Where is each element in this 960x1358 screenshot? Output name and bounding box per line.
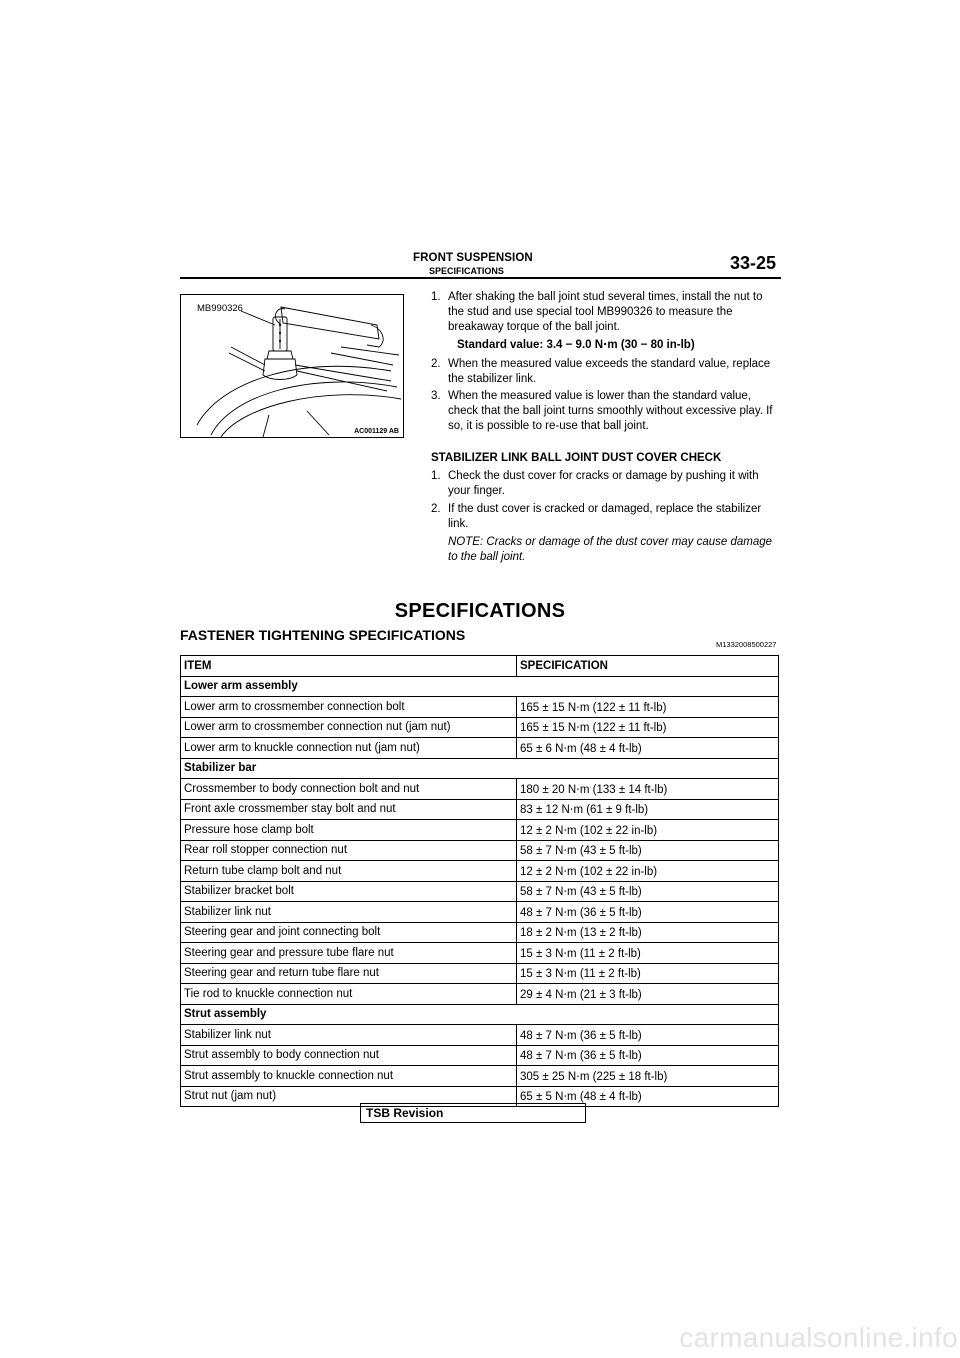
table-row — [181, 820, 779, 841]
column-header-item: ITEM — [181, 656, 517, 677]
table-row — [181, 1025, 779, 1046]
specification-cell: 15 ± 3 N⋅m (11 ± 2 ft-lb) — [517, 943, 779, 964]
table-row — [181, 984, 779, 1005]
specification-cell: 48 ± 7 N⋅m (36 ± 5 ft-lb) — [517, 902, 779, 923]
item-cell: Lower arm to crossmember connection nut (jam nut) — [181, 717, 517, 738]
specification-cell: 305 ± 25 N⋅m (225 ± 18 ft-lb) — [517, 1066, 779, 1087]
table-row — [181, 799, 779, 820]
step-number: 1. — [431, 291, 441, 303]
item-cell: Stabilizer link nut — [181, 902, 517, 923]
table-row — [181, 881, 779, 902]
dust-cover-check-heading: STABILIZER LINK BALL JOINT DUST COVER CHECK — [431, 452, 722, 464]
watermark: carmanualsonline.info — [679, 1322, 958, 1353]
table-row — [181, 861, 779, 882]
specification-cell: 65 ± 6 N⋅m (48 ± 4 ft-lb) — [517, 738, 779, 759]
table-row — [181, 963, 779, 984]
table-row — [181, 697, 779, 718]
item-cell: Stabilizer link nut — [181, 1025, 517, 1046]
section-title: FRONT SUSPENSION — [413, 252, 533, 264]
table-row — [181, 1045, 779, 1066]
figure-code: AC001129 AB — [354, 428, 399, 435]
step-number: 2. — [431, 358, 441, 370]
specification-cell: 58 ± 7 N⋅m (43 ± 5 ft-lb) — [517, 840, 779, 861]
step-number: 1. — [431, 470, 441, 482]
specification-cell: 48 ± 7 N⋅m (36 ± 5 ft-lb) — [517, 1045, 779, 1066]
special-tool-drawing — [181, 295, 404, 438]
step-text: When the measured value is lower than the standard value, check that the ball joint turns smoothly without excessive play. If so, it is possible to re-use that ball joint. — [448, 390, 773, 432]
table-row — [181, 922, 779, 943]
step-text: Check the dust cover for cracks or damage by pushing it with your finger. — [448, 470, 759, 497]
group-label: Lower arm assembly — [181, 676, 779, 697]
table-row — [181, 1066, 779, 1087]
item-cell: Steering gear and return tube flare nut — [181, 963, 517, 984]
item-cell: Front axle crossmember stay bolt and nut — [181, 799, 517, 820]
fastener-spec-table — [180, 655, 779, 1107]
specifications-title: SPECIFICATIONS — [394, 600, 566, 622]
dust-cover-step — [431, 502, 781, 532]
specification-cell: 29 ± 4 N⋅m (21 ± 3 ft-lb) — [517, 984, 779, 1005]
specification-cell: 83 ± 12 N⋅m (61 ± 9 ft-lb) — [517, 799, 779, 820]
step-number: 3. — [431, 390, 441, 402]
item-cell: Lower arm to crossmember connection bolt — [181, 697, 517, 718]
procedure-step — [431, 290, 781, 335]
subsection-title: SPECIFICATIONS — [429, 266, 504, 276]
tsb-revision-box: TSB Revision — [360, 1103, 586, 1123]
procedure-step — [431, 389, 781, 434]
step-text: If the dust cover is cracked or damaged, replace the stabilizer link. — [448, 503, 762, 530]
table-row — [181, 779, 779, 800]
standard-value: Standard value: 3.4 − 9.0 N⋅m (30 − 80 in-lb) — [457, 339, 695, 351]
specification-cell: 12 ± 2 N⋅m (102 ± 22 in-lb) — [517, 861, 779, 882]
specification-cell: 165 ± 15 N⋅m (122 ± 11 ft-lb) — [517, 717, 779, 738]
item-cell: Strut nut (jam nut) — [181, 1086, 517, 1107]
torque-measurement-illustration — [180, 294, 404, 438]
step-text: When the measured value exceeds the standard value, replace the stabilizer link. — [448, 358, 771, 385]
table-header-row — [181, 656, 779, 677]
specification-cell: 165 ± 15 N⋅m (122 ± 11 ft-lb) — [517, 697, 779, 718]
group-label: Strut assembly — [181, 1004, 779, 1025]
header-rule — [180, 277, 781, 279]
specification-cell: 12 ± 2 N⋅m (102 ± 22 in-lb) — [517, 820, 779, 841]
specification-cell: 18 ± 2 N⋅m (13 ± 2 ft-lb) — [517, 922, 779, 943]
table-row — [181, 717, 779, 738]
table-group-row — [181, 1004, 779, 1025]
item-cell: Rear roll stopper connection nut — [181, 840, 517, 861]
specification-cell: 48 ± 7 N⋅m (36 ± 5 ft-lb) — [517, 1025, 779, 1046]
specification-cell: 65 ± 5 N⋅m (48 ± 4 ft-lb) — [517, 1086, 779, 1107]
item-cell: Steering gear and joint connecting bolt — [181, 922, 517, 943]
item-cell: Return tube clamp bolt and nut — [181, 861, 517, 882]
dust-cover-step — [431, 469, 781, 499]
item-cell: Lower arm to knuckle connection nut (jam nut) — [181, 738, 517, 759]
page-number: 33-25 — [730, 253, 777, 273]
item-cell: Steering gear and pressure tube flare nut — [181, 943, 517, 964]
table-row — [181, 943, 779, 964]
table-row — [181, 738, 779, 759]
table-row — [181, 902, 779, 923]
table-group-row — [181, 758, 779, 779]
column-header-specification: SPECIFICATION — [517, 656, 779, 677]
table-group-row — [181, 676, 779, 697]
item-cell: Crossmember to body connection bolt and nut — [181, 779, 517, 800]
procedure-step — [431, 357, 781, 387]
fastener-specs-subtitle: FASTENER TIGHTENING SPECIFICATIONS — [180, 627, 466, 643]
item-cell: Pressure hose clamp bolt — [181, 820, 517, 841]
step-number: 2. — [431, 503, 441, 515]
table-row — [181, 840, 779, 861]
specification-cell: 180 ± 20 N⋅m (133 ± 14 ft-lb) — [517, 779, 779, 800]
specification-cell: 15 ± 3 N⋅m (11 ± 2 ft-lb) — [517, 963, 779, 984]
item-cell: Stabilizer bracket bolt — [181, 881, 517, 902]
step-text: After shaking the ball joint stud several times, install the nut to the stud and use special tool MB990326 to measure the breakaway torque of the ball joint. — [448, 291, 763, 333]
table-body — [181, 676, 779, 1107]
item-cell: Strut assembly to body connection nut — [181, 1045, 517, 1066]
note-text: NOTE: Cracks or damage of the dust cover may cause damage to the ball joint. — [448, 536, 773, 563]
item-cell: Tie rod to knuckle connection nut — [181, 984, 517, 1005]
tool-callout-label: MB990326 — [197, 303, 243, 314]
specification-cell: 58 ± 7 N⋅m (43 ± 5 ft-lb) — [517, 881, 779, 902]
group-label: Stabilizer bar — [181, 758, 779, 779]
reference-code: M1332008500227 — [716, 640, 777, 649]
item-cell: Strut assembly to knuckle connection nut — [181, 1066, 517, 1087]
